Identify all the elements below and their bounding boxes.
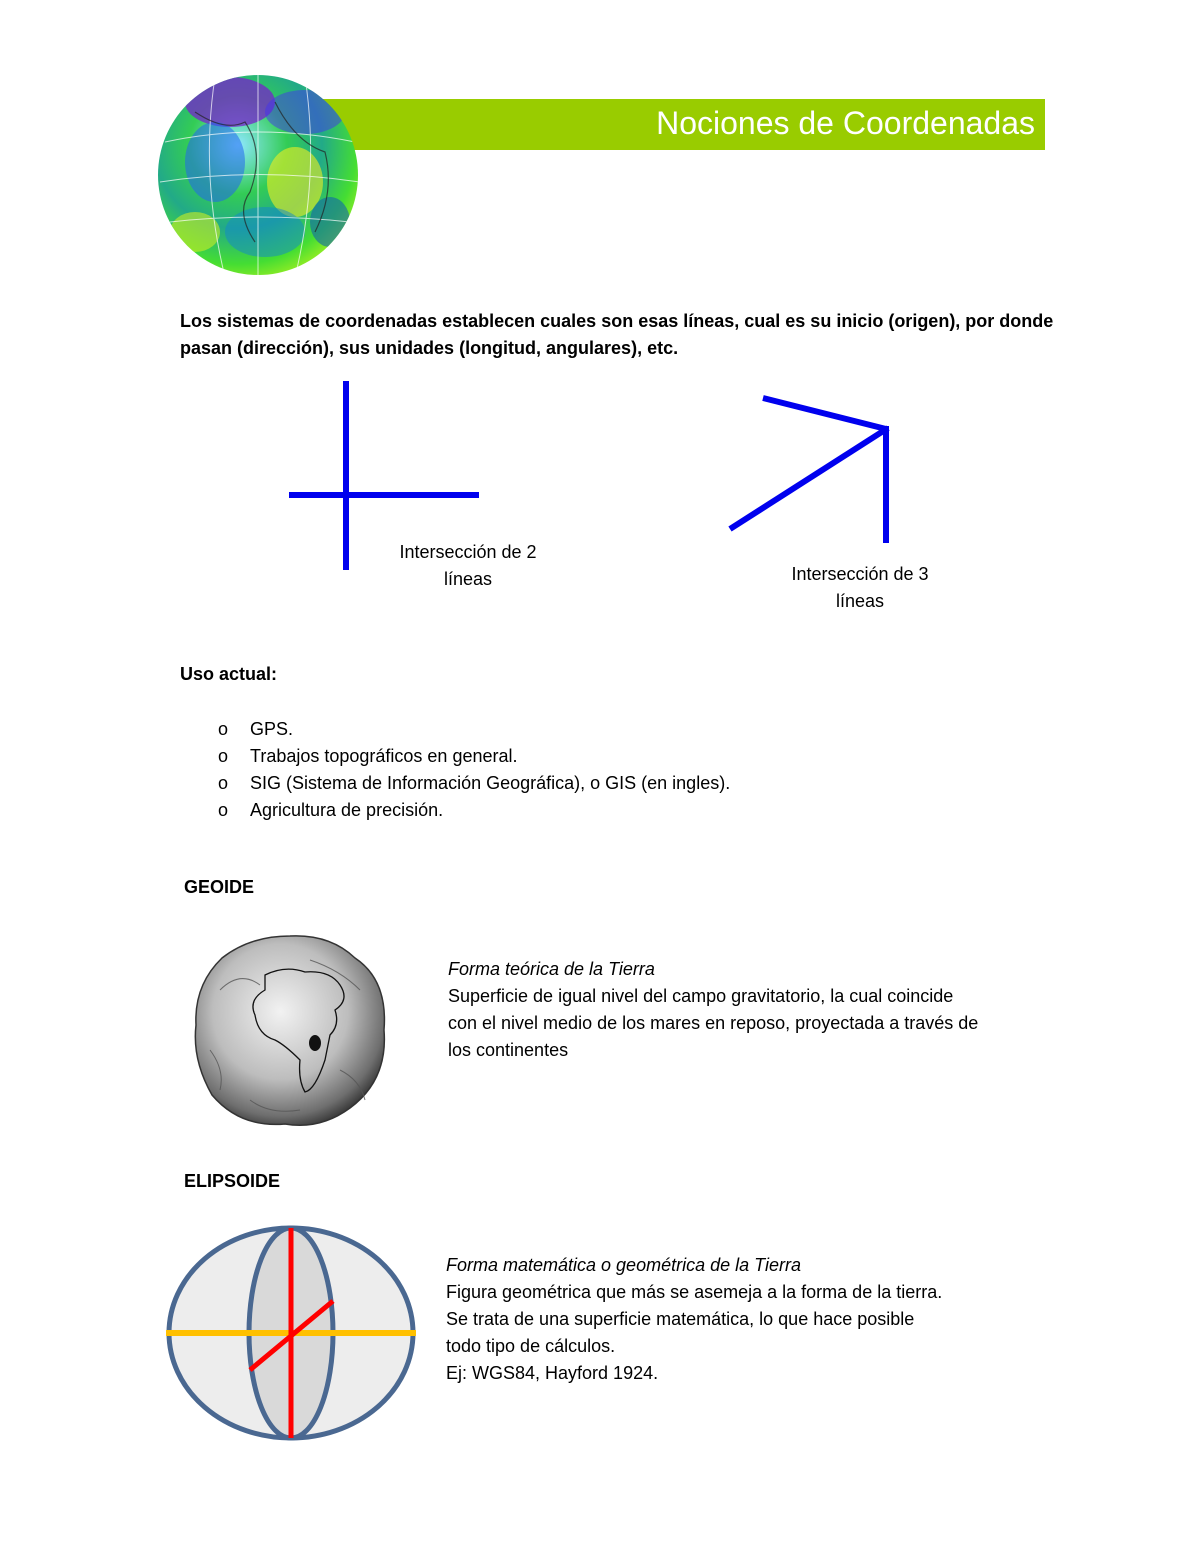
elipsoide-description: Forma matemática o geométrica de la Tierra Figura geométrica que más se asemeja a la forma de la tierra. Se trata de una superficie matemática, lo que hace posible todo tipo de cálculos. Ej: WGS84, Hayford 1924. — [446, 1252, 1066, 1387]
three-lines-caption: Intersección de 3 líneas — [791, 564, 929, 611]
list-item: o SIG (Sistema de Información Geográfica), o GIS (en ingles). — [218, 770, 730, 797]
bullet-icon: o — [218, 746, 229, 766]
list-item: o Trabajos topográficos en general. — [218, 743, 730, 770]
line-a — [763, 398, 886, 429]
list-item: o GPS. — [218, 716, 730, 743]
ellipsoid-diagram — [160, 1222, 425, 1447]
geoid-image — [190, 930, 390, 1130]
title-bar — [300, 99, 1045, 150]
bullet-icon: o — [218, 719, 229, 739]
bullet-icon: o — [218, 800, 229, 820]
list-item: o Agricultura de precisión. — [218, 797, 730, 824]
geoide-heading: GEOIDE — [184, 877, 255, 897]
page-title: Nociones de Coordenadas — [656, 105, 1035, 141]
uses-heading: Uso actual: — [180, 664, 278, 684]
line-c — [730, 428, 888, 529]
three-lines-diagram — [720, 388, 900, 553]
intro-paragraph: Los sistemas de coordenadas establecen cuales son esas líneas, cual es su inicio (origen), por donde pasan (dirección), sus unidades (longitud, angulares), etc. — [180, 311, 1054, 358]
two-lines-caption: Intersección de 2 líneas — [399, 542, 537, 589]
uses-list — [218, 716, 730, 824]
geoide-subtitle: Forma teórica de la Tierra — [448, 959, 655, 979]
geoide-description: Forma teórica de la Tierra Superficie de igual nivel del campo gravitatorio, la cual coincide con el nivel medio de los mares en reposo, proyectada a través de los continentes — [448, 956, 1068, 1064]
globe-image — [155, 72, 361, 278]
elipsoide-heading: ELIPSOIDE — [184, 1171, 281, 1191]
bullet-icon: o — [218, 773, 229, 793]
elipsoide-subtitle: Forma matemática o geométrica de la Tierra — [446, 1255, 801, 1275]
